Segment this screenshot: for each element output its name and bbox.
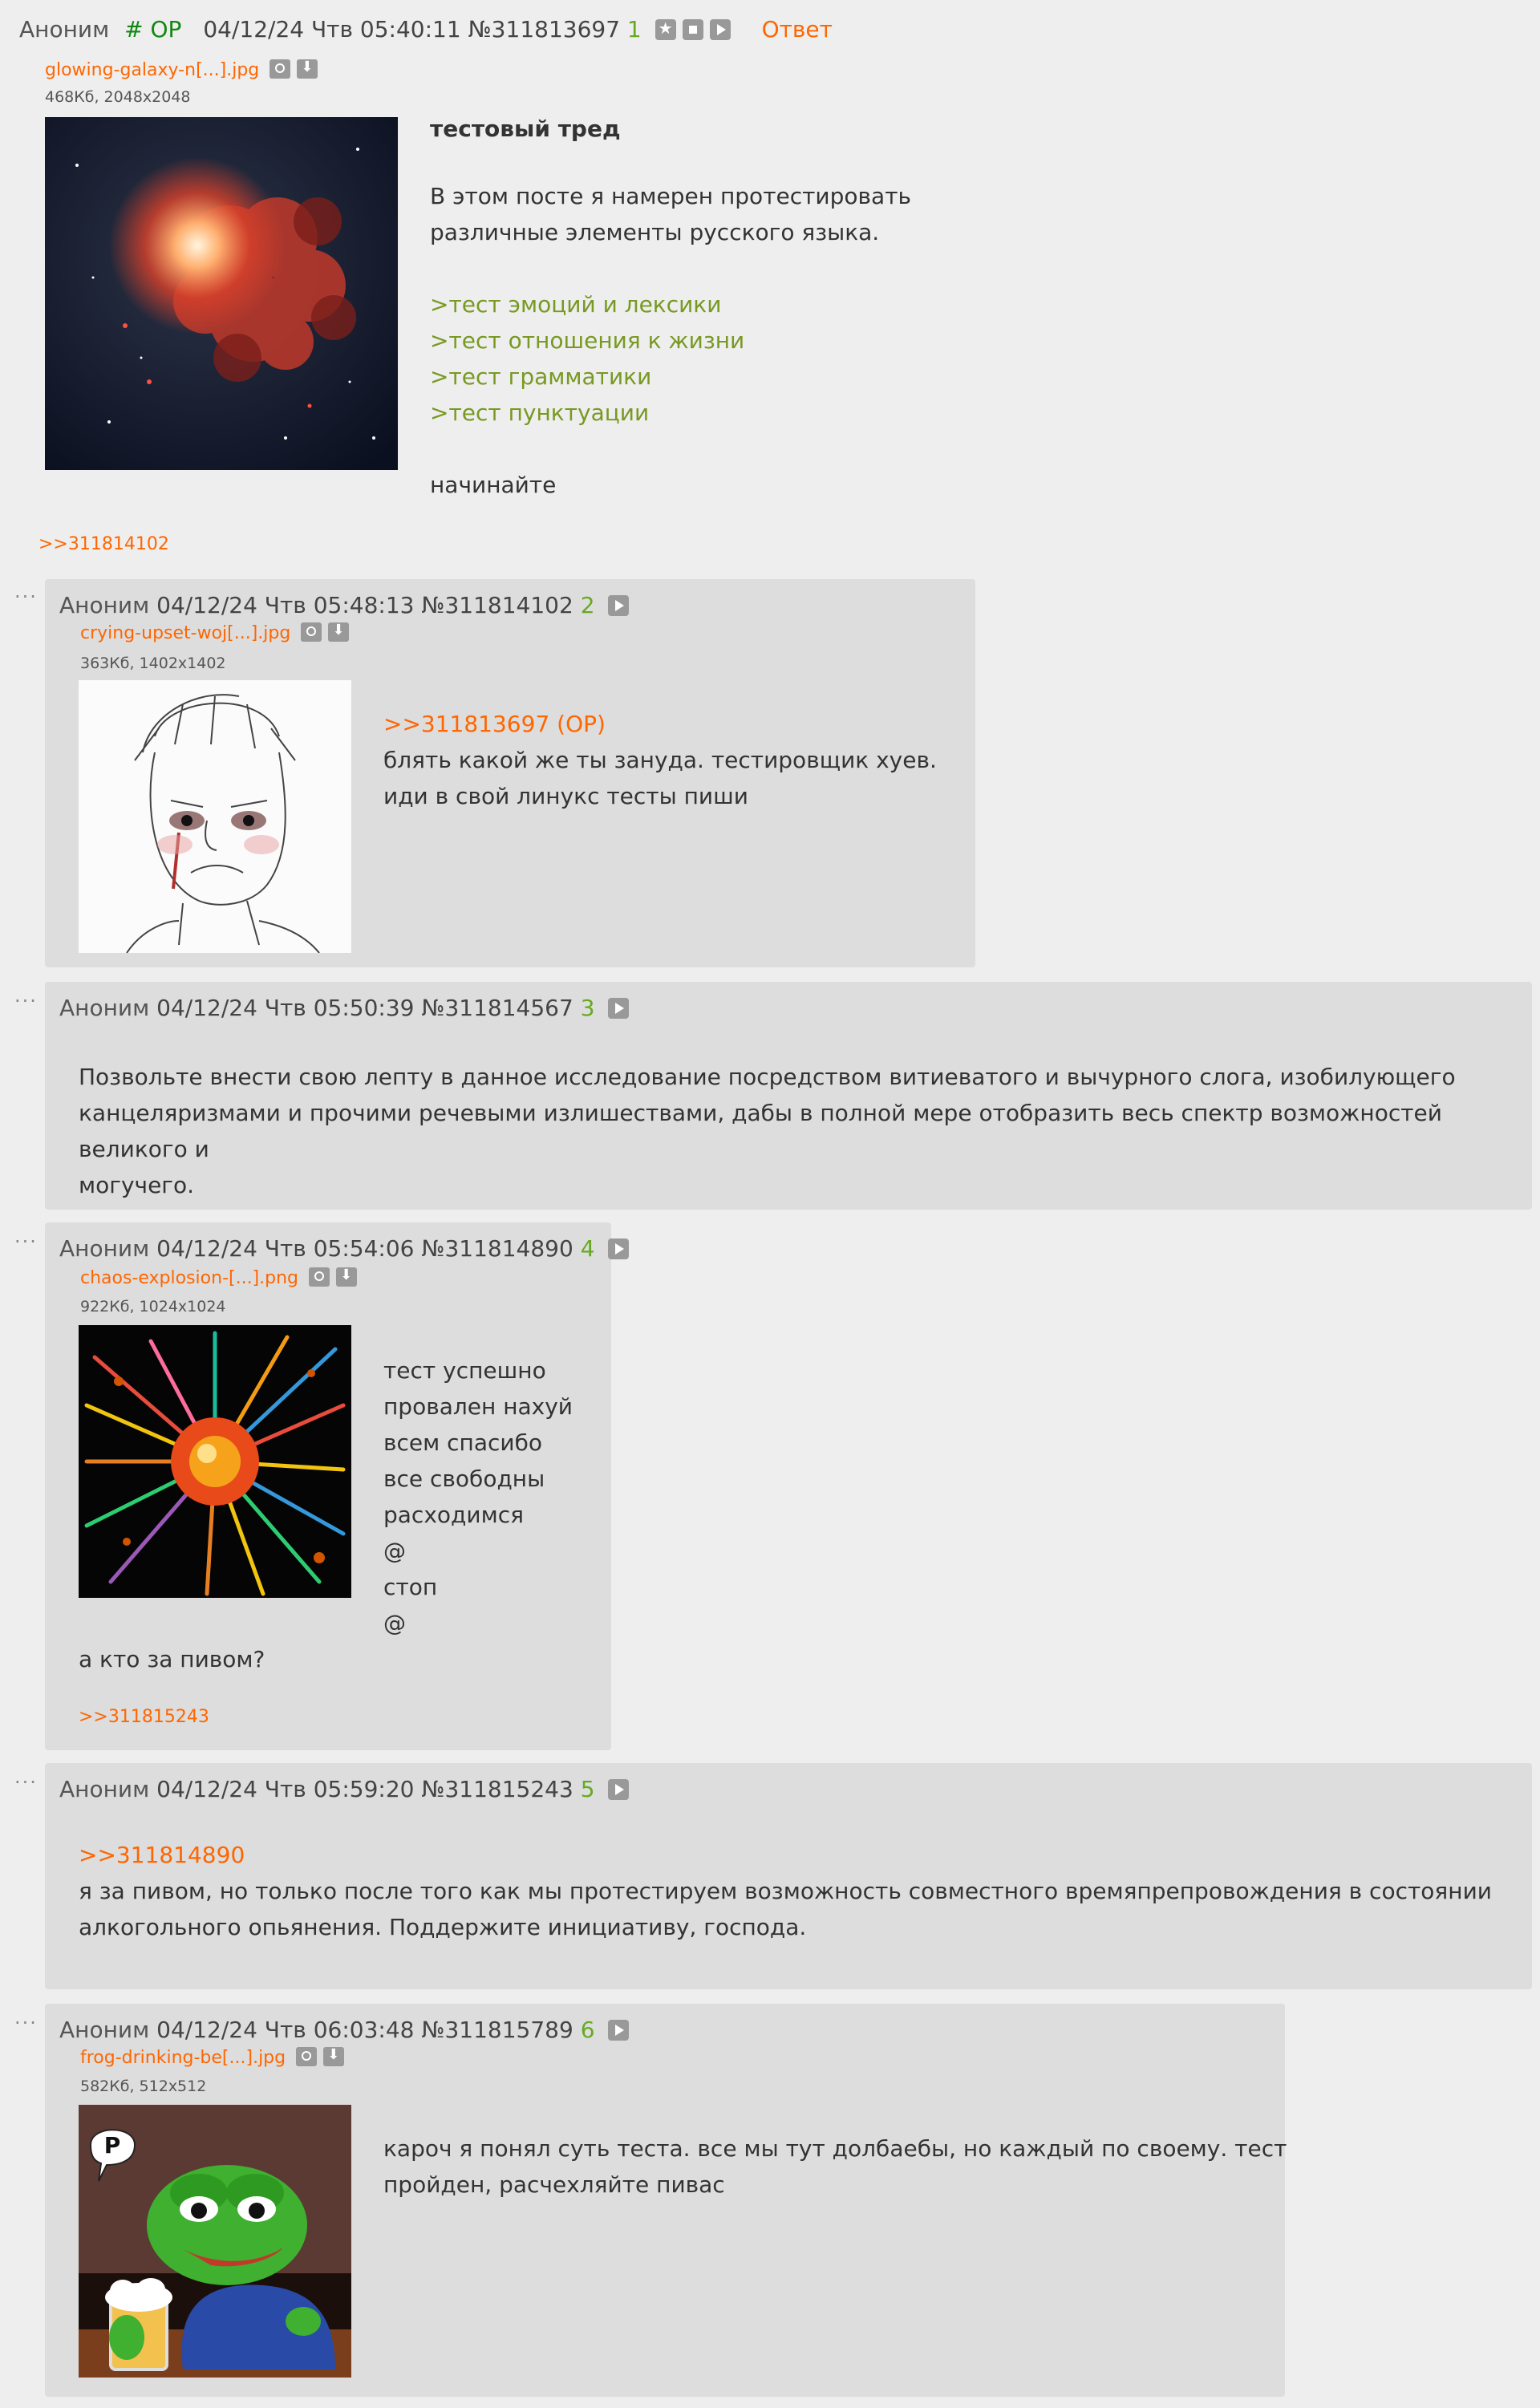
- menu-play-icon[interactable]: [608, 1779, 629, 1800]
- poster-name: Аноним: [59, 1235, 150, 1262]
- download-icon[interactable]: [336, 1267, 357, 1287]
- file-meta: 582Кб, 512x512: [80, 2078, 207, 2095]
- post-datetime: 04/12/24 Чтв 05:54:06: [156, 1235, 415, 1262]
- file-name-link[interactable]: chaos-explosion-[...].png: [80, 1268, 299, 1288]
- post-options-icon[interactable]: ···: [14, 2012, 38, 2034]
- post-options-icon[interactable]: ···: [14, 1771, 38, 1794]
- body-line: канцеляризмами и прочими речевыми излишествами, дабы в полной мере отобразить весь спектр возможностей великого и: [79, 1100, 1442, 1162]
- post-body: [383, 2130, 1287, 2203]
- body-line: алкогольного опьянения. Поддержите инициативу, господа.: [79, 1914, 807, 1940]
- post-index: 1: [626, 16, 642, 43]
- backlink[interactable]: >>311814102: [38, 534, 169, 554]
- file-meta: 468Кб, 2048x2048: [45, 88, 191, 106]
- post-header: [59, 1776, 629, 1802]
- menu-play-icon[interactable]: [608, 595, 629, 616]
- menu-play-icon[interactable]: [608, 998, 629, 1019]
- file-meta: 363Кб, 1402x1402: [80, 655, 226, 672]
- post-id-link[interactable]: №311813697: [468, 16, 621, 43]
- post-datetime: 04/12/24 Чтв 05:48:13: [156, 592, 415, 618]
- thread-subject: тестовый тред: [430, 116, 621, 142]
- download-icon[interactable]: [297, 59, 318, 79]
- post-thumbnail[interactable]: [79, 1325, 351, 1598]
- post-id-link[interactable]: №311815789: [421, 2017, 573, 2043]
- favorite-icon[interactable]: [655, 19, 676, 40]
- body-line: @: [383, 1610, 406, 1636]
- poster-name: Аноним: [59, 995, 150, 1021]
- body-line: @: [383, 1538, 406, 1564]
- poster-name: Аноним: [59, 1776, 150, 1802]
- post-id-link[interactable]: №311814102: [421, 592, 573, 618]
- body-line: тест успешно: [383, 1357, 546, 1384]
- post-index: 4: [580, 1235, 595, 1262]
- file-info: [80, 622, 349, 643]
- hide-icon[interactable]: [683, 19, 703, 40]
- post-thumbnail[interactable]: [79, 680, 351, 953]
- body-line: иди в свой линукс тесты пиши: [383, 783, 748, 809]
- body-line: В этом посте я намерен протестировать: [430, 183, 912, 209]
- post-body: [383, 1352, 573, 1641]
- menu-play-icon[interactable]: [608, 2020, 629, 2041]
- frog-drinking-beer-image: [79, 2105, 351, 2378]
- body-line: Позвольте внести свою лепту в данное исследование посредством витиеватого и вычурного слога, изобилующего: [79, 1064, 1456, 1090]
- post-datetime: 04/12/24 Чтв 05:40:11: [203, 16, 461, 43]
- backlink[interactable]: >>311815243: [79, 1707, 209, 1727]
- post-header: [59, 995, 629, 1021]
- file-meta: 922Кб, 1024x1024: [80, 1298, 226, 1315]
- post-header: [59, 1235, 629, 1262]
- post-index: 5: [580, 1776, 595, 1802]
- op-file-info: [45, 59, 318, 80]
- post-datetime: 04/12/24 Чтв 05:50:39: [156, 995, 415, 1021]
- post-thumbnail[interactable]: [79, 2105, 351, 2378]
- body-line: провален нахуй: [383, 1393, 573, 1420]
- post-id-link[interactable]: №311815243: [421, 1776, 573, 1802]
- body-line: всем спасибо: [383, 1429, 542, 1456]
- post-body: [79, 1837, 1492, 1945]
- download-icon[interactable]: [323, 2047, 344, 2066]
- crying-wojak-image: [79, 680, 351, 953]
- chaos-explosion-image: [79, 1325, 351, 1598]
- body-line: все свободны: [383, 1465, 545, 1492]
- body-line: могучего.: [79, 1172, 195, 1198]
- post-options-icon[interactable]: ···: [14, 1230, 38, 1253]
- download-icon[interactable]: [328, 622, 349, 642]
- post-id-link[interactable]: №311814890: [421, 1235, 573, 1262]
- post-index: 6: [580, 2017, 595, 2043]
- op-body: [430, 178, 911, 503]
- poster-name: Аноним: [59, 592, 150, 618]
- file-info: [80, 1267, 357, 1288]
- body-line: блять какой же ты зануда. тестировщик хуев.: [383, 747, 937, 773]
- post-body: [383, 706, 937, 814]
- post-datetime: 04/12/24 Чтв 06:03:48: [156, 2017, 415, 2043]
- post-body: [79, 1059, 1540, 1203]
- post-options-icon[interactable]: ···: [14, 586, 38, 608]
- body-line: расходимся: [383, 1502, 524, 1528]
- body-line: а кто за пивом?: [79, 1646, 265, 1672]
- search-image-icon[interactable]: [301, 622, 322, 642]
- galaxy-image: [45, 117, 398, 470]
- body-line: различные элементы русского языка.: [430, 219, 880, 245]
- greentext-line: >тест пунктуации: [430, 399, 650, 426]
- reply-link[interactable]: Ответ: [761, 16, 833, 43]
- post-header: [59, 592, 629, 618]
- menu-play-icon[interactable]: [710, 19, 731, 40]
- post-id-link[interactable]: №311814567: [421, 995, 573, 1021]
- pepe-bubble-letter: P: [103, 2132, 121, 2159]
- post-header: [59, 2017, 629, 2043]
- file-name-link[interactable]: crying-upset-woj[...].jpg: [80, 623, 291, 643]
- search-image-icon[interactable]: [296, 2047, 317, 2066]
- search-image-icon[interactable]: [309, 1267, 330, 1287]
- file-info: [80, 2047, 344, 2068]
- search-image-icon[interactable]: [270, 59, 290, 79]
- greentext-line: >тест грамматики: [430, 363, 652, 390]
- menu-play-icon[interactable]: [608, 1238, 629, 1259]
- quote-link[interactable]: >>311813697 (OP): [383, 711, 606, 737]
- body-line: пройден, расчехляйте пивас: [383, 2171, 725, 2198]
- body-line: кароч я понял суть теста. все мы тут долбаебы, но каждый по своему. тест: [383, 2135, 1287, 2162]
- body-line: начинайте: [430, 472, 557, 498]
- post-index: 2: [580, 592, 595, 618]
- post-datetime: 04/12/24 Чтв 05:59:20: [156, 1776, 415, 1802]
- greentext-line: >тест отношения к жизни: [430, 327, 745, 354]
- body-line: я за пивом, но только после того как мы протестируем возможность совместного времяпрепровождения в состоянии: [79, 1878, 1492, 1904]
- greentext-line: >тест эмоций и лексики: [430, 291, 722, 318]
- file-name-link[interactable]: glowing-galaxy-n[...].jpg: [45, 60, 260, 80]
- op-thumbnail[interactable]: [45, 117, 398, 470]
- poster-name: Аноним: [19, 16, 110, 43]
- post-options-icon[interactable]: ···: [14, 990, 38, 1012]
- file-name-link[interactable]: frog-drinking-be[...].jpg: [80, 2048, 286, 2068]
- op-trip: # OP: [124, 16, 182, 43]
- body-line: стоп: [383, 1574, 438, 1600]
- quote-link[interactable]: >>311814890: [79, 1842, 245, 1868]
- poster-name: Аноним: [59, 2017, 150, 2043]
- post-index: 3: [580, 995, 595, 1021]
- op-header: [19, 16, 833, 43]
